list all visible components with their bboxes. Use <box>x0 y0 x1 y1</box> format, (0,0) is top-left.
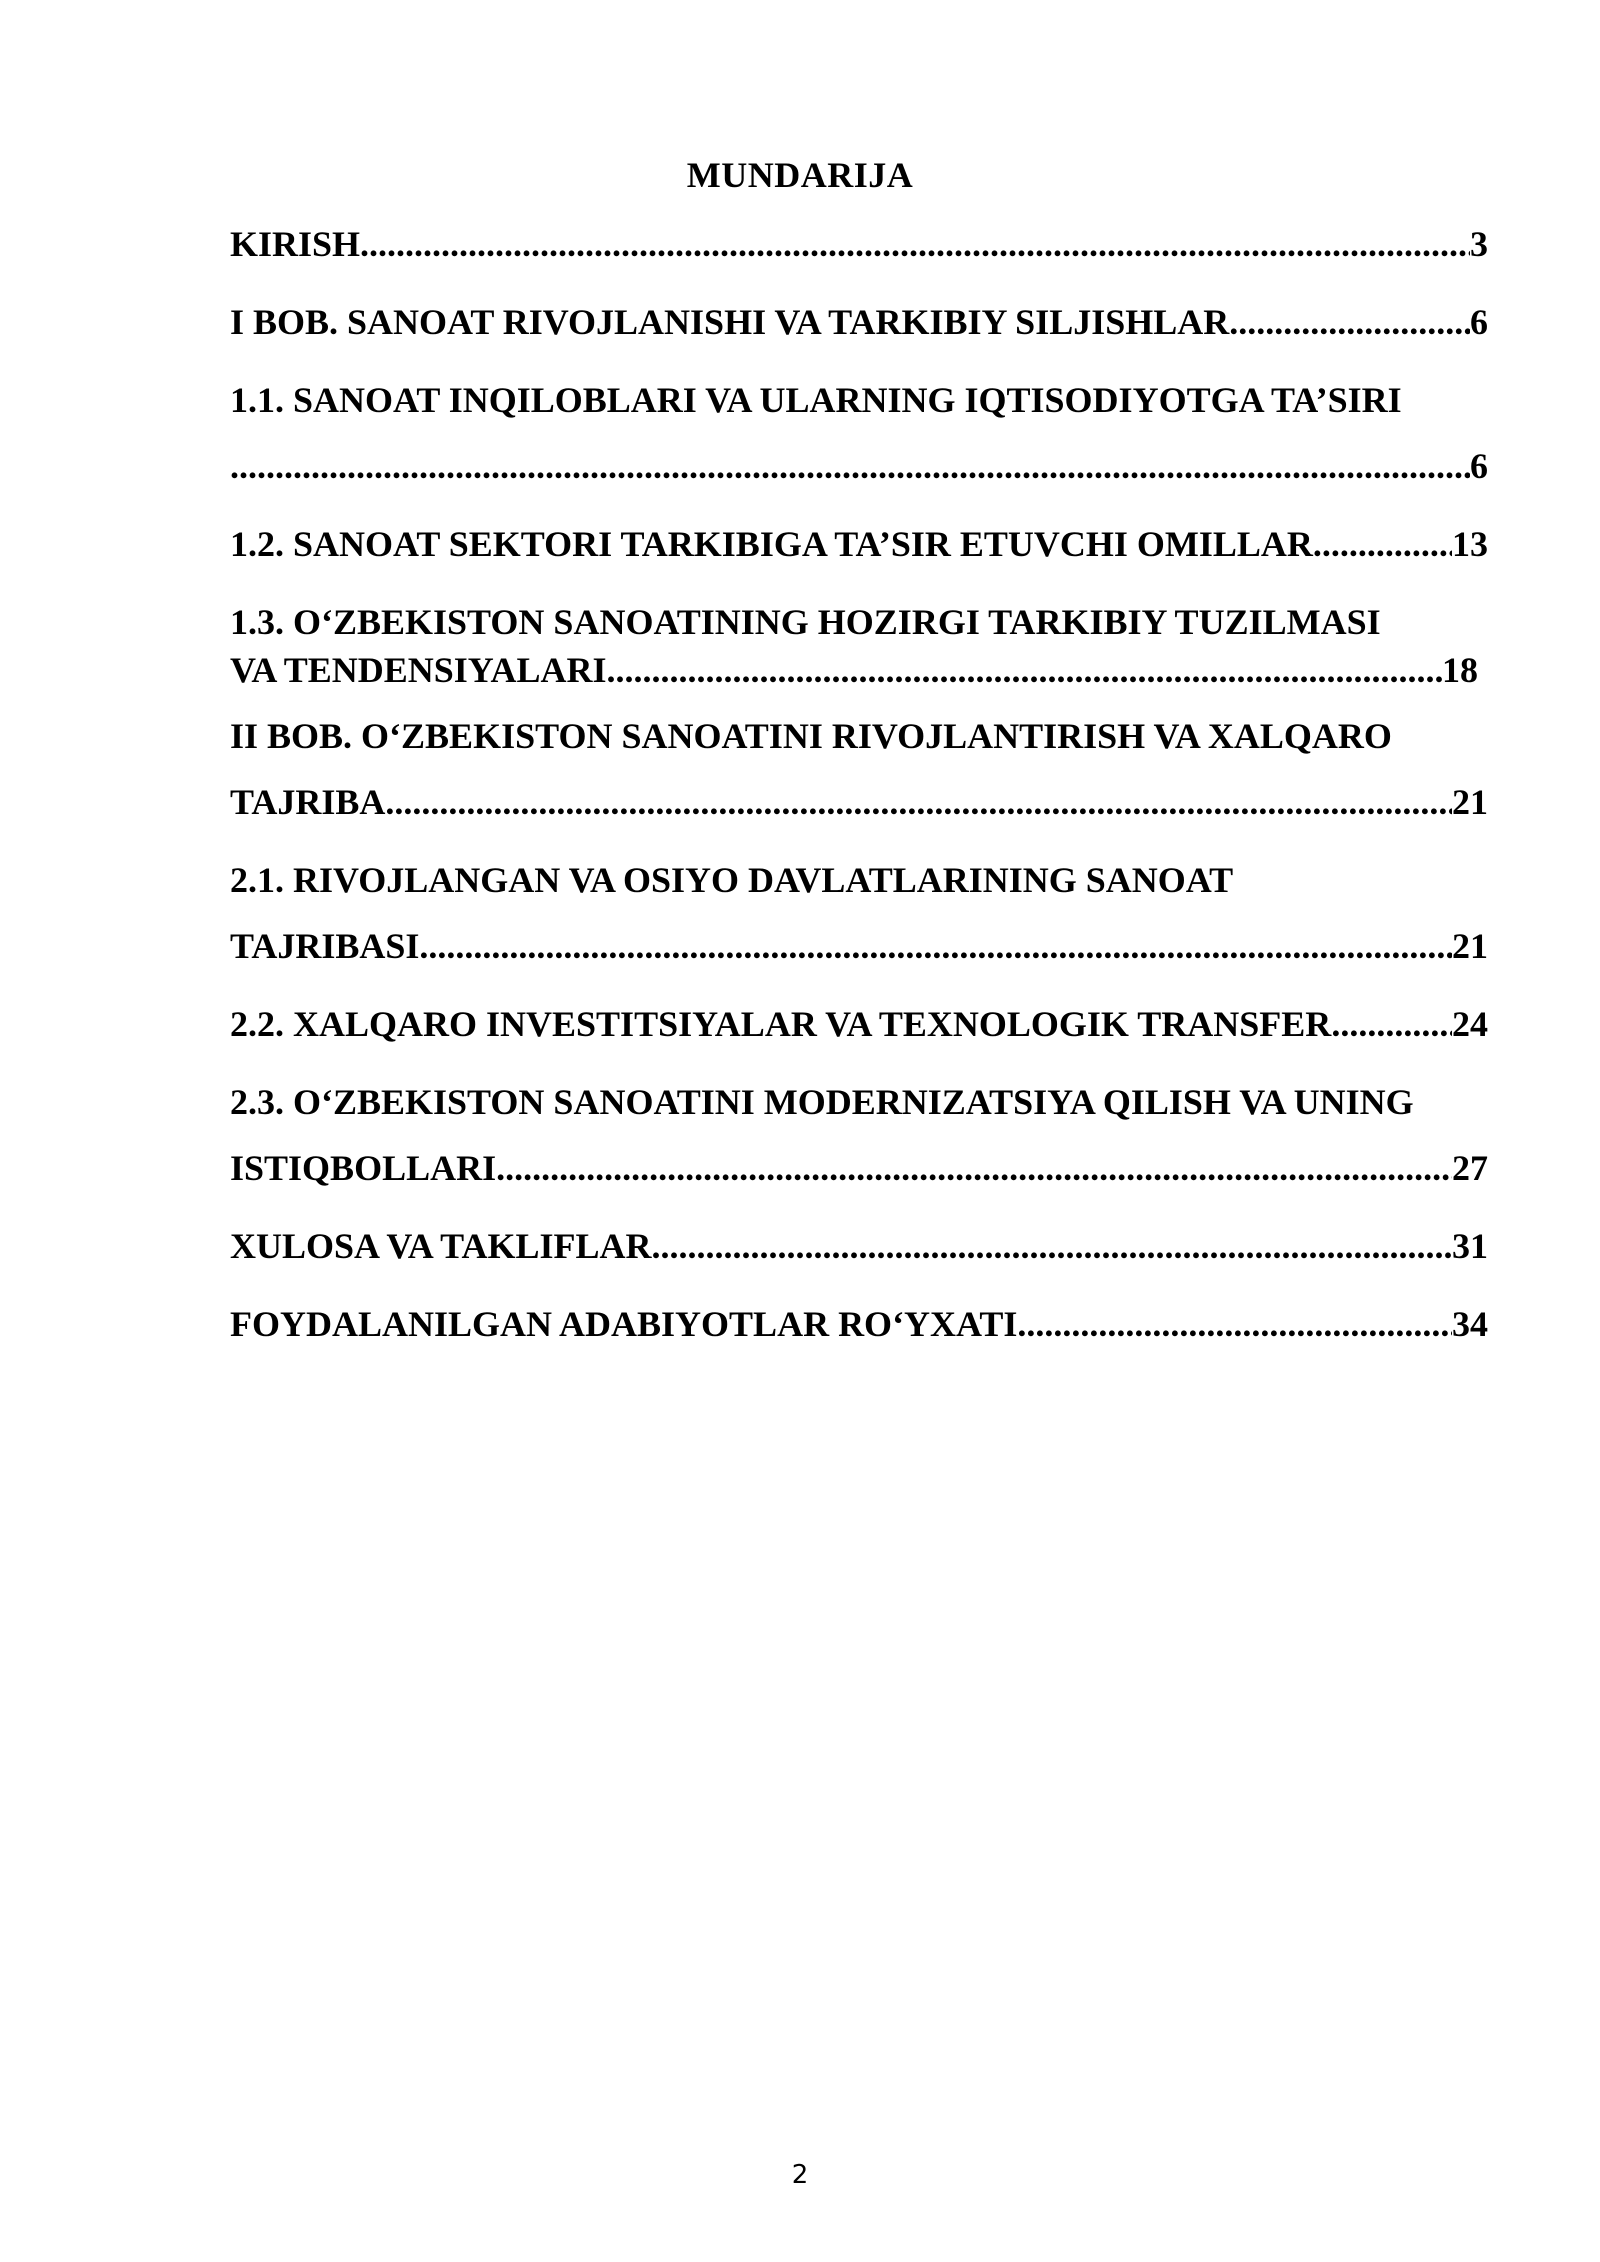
toc-entry-text: KIRISH <box>230 224 361 264</box>
toc-entry-section-1-2[interactable] <box>230 522 1488 566</box>
toc-entry-conclusion[interactable] <box>230 1224 1488 1268</box>
dot-leader <box>1331 1002 1452 1046</box>
toc-entry-text: 1.3. O‘ZBEKISTON SANOATINING HOZIRGI TARKIBIY TUZILMASI <box>230 602 1381 642</box>
dot-leader <box>496 1146 1452 1190</box>
toc-page-number: 6 <box>1470 302 1488 342</box>
toc-title: MUNDARIJA <box>686 155 914 195</box>
toc-entry-text: 2.1. RIVOJLANGAN VA OSIYO DAVLATLARINING SANOAT <box>230 860 1234 900</box>
toc-entry-text: XULOSA VA TAKLIFLAR <box>230 1226 652 1266</box>
toc-entry-text: II BOB. O‘ZBEKISTON SANOATINI RIVOJLANTIRISH VA XALQARO <box>230 716 1392 756</box>
toc-entry-text-continued: ISTIQBOLLARI <box>230 1148 497 1188</box>
toc-entry-text-continued: TAJRIBASI <box>230 926 420 966</box>
toc-entry-text: 2.2. XALQARO INVESTITSIYALAR VA TEXNOLOGIK TRANSFER <box>230 1004 1332 1044</box>
toc-entry-references[interactable] <box>230 1302 1488 1346</box>
toc-entry-section-1-1[interactable] <box>230 378 1488 488</box>
dot-leader <box>360 222 1470 266</box>
dot-leader <box>230 444 1470 488</box>
toc-entry-text-continued: TAJRIBA <box>230 782 386 822</box>
toc-page-number: 21 <box>1452 782 1488 822</box>
dot-leader <box>607 648 1443 692</box>
dot-leader <box>385 780 1452 824</box>
toc-entry-text: 1.2. SANOAT SEKTORI TARKIBIGA TA’SIR ETUVCHI OMILLAR <box>230 524 1313 564</box>
toc-page-number: 18 <box>1442 650 1478 690</box>
toc-entry-text: 1.1. SANOAT INQILOBLARI VA ULARNING IQTISODIYOTGA TA’SIRI <box>230 380 1402 420</box>
toc-entry-section-2-3[interactable] <box>230 1080 1488 1190</box>
toc-entry-section-2-2[interactable] <box>230 1002 1488 1046</box>
dot-leader <box>419 924 1452 968</box>
toc-page-number: 6 <box>1470 446 1488 486</box>
dot-leader <box>651 1224 1452 1268</box>
dot-leader <box>1313 522 1452 566</box>
toc-entry-chapter-1[interactable] <box>230 300 1488 344</box>
page-number: 2 <box>791 2160 809 2190</box>
toc-entry-section-2-1[interactable] <box>230 858 1488 968</box>
toc-entry-text: FOYDALANILGAN ADABIYOTLAR RO‘YXATI <box>230 1304 1018 1344</box>
toc-page-number: 21 <box>1452 926 1488 966</box>
toc-entry-section-1-3[interactable] <box>230 600 1488 692</box>
toc-page-number: 3 <box>1470 224 1488 264</box>
toc-entry-chapter-2[interactable] <box>230 714 1488 824</box>
toc-page-number: 27 <box>1452 1148 1488 1188</box>
toc-page-number: 24 <box>1452 1004 1488 1044</box>
toc-entry-text-continued: VA TENDENSIYALARI <box>230 650 607 690</box>
toc-entry-text: I BOB. SANOAT RIVOJLANISHI VA TARKIBIY SILJISHLAR <box>230 302 1230 342</box>
dot-leader <box>1229 300 1470 344</box>
toc-entry-text: 2.3. O‘ZBEKISTON SANOATINI MODERNIZATSIYA QILISH VA UNING <box>230 1082 1414 1122</box>
toc-page-number: 13 <box>1452 524 1488 564</box>
dot-leader <box>1017 1302 1452 1346</box>
toc-page-number: 34 <box>1452 1304 1488 1344</box>
toc-entry-kirish[interactable] <box>230 222 1488 266</box>
toc-page-number: 31 <box>1452 1226 1488 1266</box>
